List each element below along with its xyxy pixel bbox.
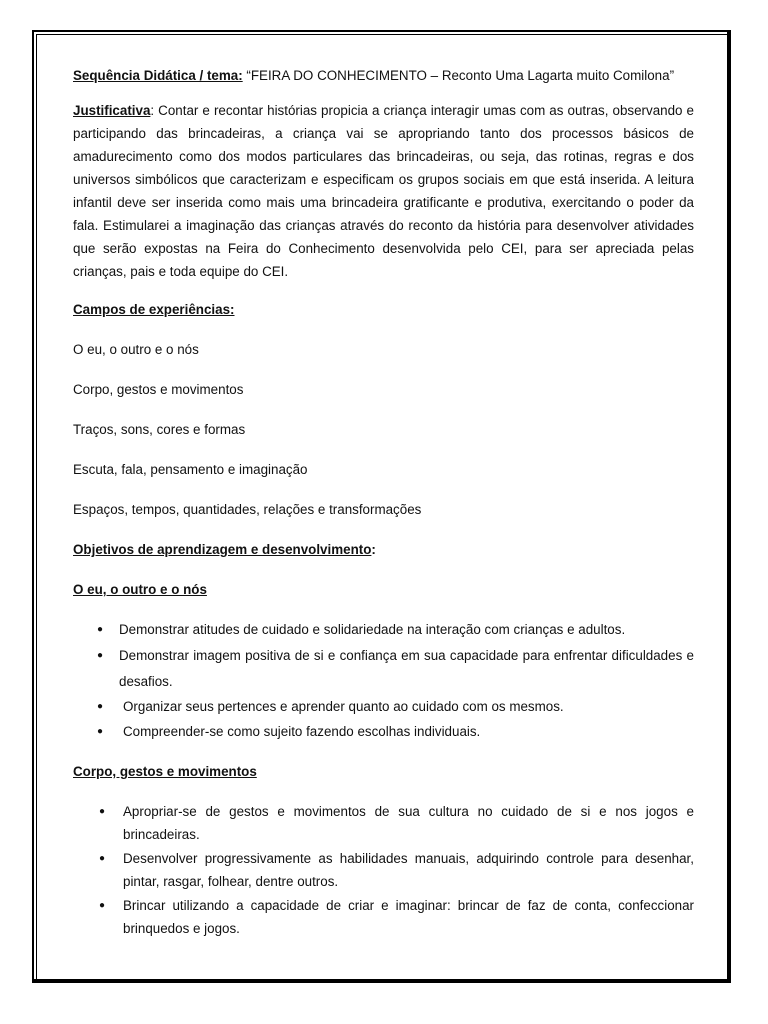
list-item-text: Desenvolver progressivamente as habilidades manuais, adquirindo controle para desenhar, pintar, rasgar, folhear, dentre outros. bbox=[123, 851, 694, 889]
document-body bbox=[73, 64, 694, 940]
objetivos-heading-text: Objetivos de aprendizagem e desenvolvimento bbox=[73, 542, 372, 557]
section-corpo-heading bbox=[73, 760, 694, 783]
list-item-text: Brincar utilizando a capacidade de criar e imaginar: brincar de faz de conta, confeccionar brinquedos e jogos. bbox=[123, 898, 694, 936]
justificativa-label: Justificativa bbox=[73, 103, 151, 118]
campo-item: Espaços, tempos, quantidades, relações e transformações bbox=[73, 502, 422, 517]
section-eu-list bbox=[73, 618, 694, 743]
list-item bbox=[73, 894, 694, 940]
campo-item: Traços, sons, cores e formas bbox=[73, 422, 246, 437]
list-item-text: Apropriar-se de gestos e movimentos de sua cultura no cuidado de si e nos jogos e brincadeiras. bbox=[123, 804, 694, 842]
section-corpo-list bbox=[73, 800, 694, 940]
theme-text: “FEIRA DO CONHECIMENTO – Reconto Uma Lagarta muito Comilona” bbox=[242, 68, 675, 83]
section-eu-heading-text: O eu, o outro e o nós bbox=[73, 582, 207, 597]
list-item bbox=[73, 618, 694, 641]
list-item bbox=[73, 720, 694, 743]
list-item-text: Demonstrar imagem positiva de si e confiança em sua capacidade para enfrentar dificuldades e desafios. bbox=[119, 648, 694, 689]
campos-heading bbox=[73, 298, 694, 321]
objetivos-heading-colon: : bbox=[371, 542, 376, 557]
section-corpo-heading-text: Corpo, gestos e movimentos bbox=[73, 764, 257, 779]
bullet-icon: ● bbox=[97, 650, 104, 661]
list-item bbox=[73, 800, 694, 846]
campo-item: Corpo, gestos e movimentos bbox=[73, 382, 244, 397]
theme-label: Sequência Didática / tema: bbox=[73, 68, 243, 83]
bullet-icon: ● bbox=[99, 806, 106, 817]
objetivos-heading bbox=[73, 538, 694, 561]
list-item bbox=[73, 643, 694, 695]
section-eu-heading bbox=[73, 578, 694, 601]
justificativa-text: : Contar e recontar histórias propicia a criança interagir umas com as outras, observando e participando das brincadeiras, a criança vai se apropriando tanto dos processos básicos de amadurecimento como dos modos particulares das brincadeiras, ou seja, das rotinas, regras e dos universos simbólicos que caracterizam e especificam os grupos sociais em que está inserida. A leitura infantil deve ser inserida como mais uma brincadeira gratificante e produtiva, exercitando o poder da fala. Estimularei a imaginação das crianças através do reconto da história para desenvolver atividades que serão expostas na Feira do Conhecimento desenvolvida pelo CEI, para ser apreciada pelas crianças, pais e toda equipe do CEI. bbox=[73, 103, 694, 279]
bullet-icon: ● bbox=[99, 853, 106, 864]
theme-paragraph bbox=[73, 64, 694, 87]
list-item bbox=[73, 847, 694, 893]
list-item bbox=[73, 695, 694, 718]
campos-heading-text: Campos de experiências: bbox=[73, 302, 235, 317]
list-item-text: Compreender-se como sujeito fazendo escolhas individuais. bbox=[123, 724, 481, 739]
bullet-icon: ● bbox=[97, 624, 104, 635]
bullet-icon: ● bbox=[97, 726, 104, 737]
bullet-icon: ● bbox=[97, 701, 104, 712]
list-item-text: Demonstrar atitudes de cuidado e solidariedade na interação com crianças e adultos. bbox=[119, 622, 626, 637]
campo-item: O eu, o outro e o nós bbox=[73, 342, 199, 357]
list-item-text: Organizar seus pertences e aprender quanto ao cuidado com os mesmos. bbox=[123, 699, 564, 714]
bullet-icon: ● bbox=[99, 900, 106, 911]
campo-item: Escuta, fala, pensamento e imaginação bbox=[73, 462, 308, 477]
justificativa-paragraph bbox=[73, 99, 694, 283]
